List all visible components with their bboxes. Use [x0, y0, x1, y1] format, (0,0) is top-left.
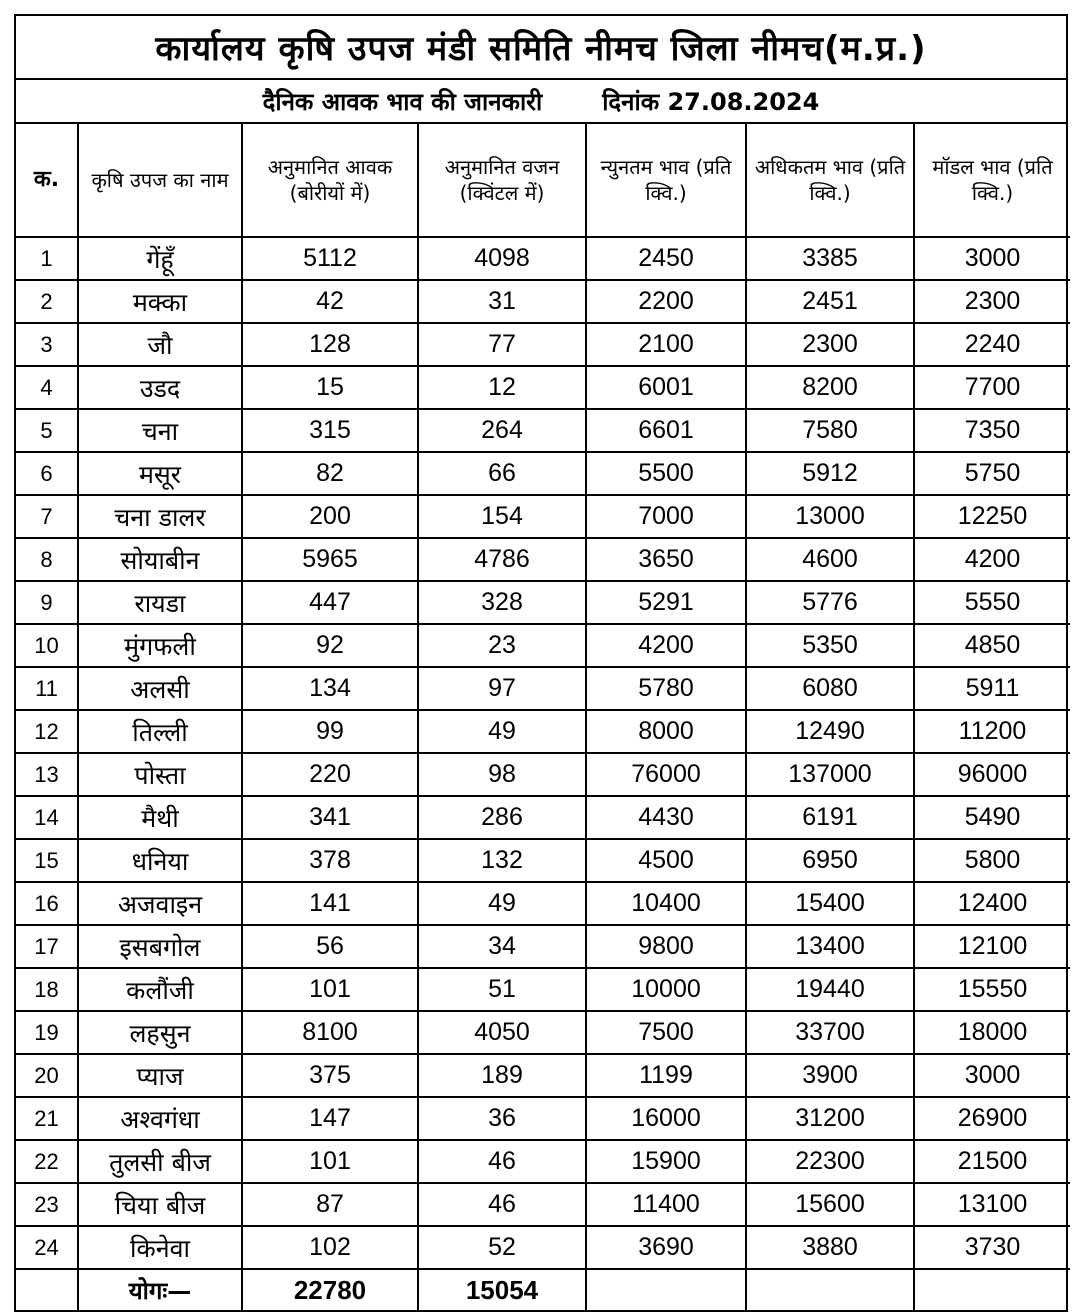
weight-cell: 4050 — [418, 1011, 586, 1054]
produce-name-cell: मसूर — [78, 452, 242, 495]
min-price-cell: 76000 — [586, 753, 746, 796]
serial-cell: 12 — [16, 710, 78, 753]
produce-name-cell: पोस्ता — [78, 753, 242, 796]
min-price-cell: 2100 — [586, 323, 746, 366]
serial-cell: 16 — [16, 882, 78, 925]
max-price-cell: 3880 — [746, 1226, 914, 1269]
produce-name-cell: चना डालर — [78, 495, 242, 538]
weight-cell: 132 — [418, 839, 586, 882]
modal-price-cell: 2300 — [914, 280, 1070, 323]
weight-cell: 328 — [418, 581, 586, 624]
serial-cell: 13 — [16, 753, 78, 796]
serial-cell: 23 — [16, 1183, 78, 1226]
serial-cell: 1 — [16, 237, 78, 280]
serial-cell: 21 — [16, 1097, 78, 1140]
serial-cell: 2 — [16, 280, 78, 323]
max-price-cell: 2451 — [746, 280, 914, 323]
max-price-cell: 6950 — [746, 839, 914, 882]
produce-name-cell: मक्का — [78, 280, 242, 323]
min-price-cell: 5780 — [586, 667, 746, 710]
min-price-cell: 10000 — [586, 968, 746, 1011]
table-row — [16, 1183, 1070, 1226]
arrival-bags-cell: 378 — [242, 839, 418, 882]
serial-cell: 11 — [16, 667, 78, 710]
produce-name-cell: प्याज — [78, 1054, 242, 1097]
modal-price-cell: 2240 — [914, 323, 1070, 366]
min-price-cell: 1199 — [586, 1054, 746, 1097]
produce-name-cell: अश्वगंधा — [78, 1097, 242, 1140]
report-sheet — [14, 14, 1068, 1312]
table-row — [16, 280, 1070, 323]
min-price-cell: 5291 — [586, 581, 746, 624]
max-price-cell: 5776 — [746, 581, 914, 624]
weight-cell: 12 — [418, 366, 586, 409]
min-price-cell: 8000 — [586, 710, 746, 753]
min-price-cell: 4500 — [586, 839, 746, 882]
arrival-bags-cell: 82 — [242, 452, 418, 495]
arrival-bags-cell: 101 — [242, 1140, 418, 1183]
weight-cell: 52 — [418, 1226, 586, 1269]
min-price-cell: 2200 — [586, 280, 746, 323]
max-price-cell: 5350 — [746, 624, 914, 667]
min-price-cell: 7000 — [586, 495, 746, 538]
table-row — [16, 968, 1070, 1011]
weight-cell: 286 — [418, 796, 586, 839]
serial-cell: 17 — [16, 925, 78, 968]
arrival-bags-cell: 141 — [242, 882, 418, 925]
modal-price-cell: 21500 — [914, 1140, 1070, 1183]
arrival-bags-cell: 102 — [242, 1226, 418, 1269]
max-price-cell: 7580 — [746, 409, 914, 452]
weight-cell: 66 — [418, 452, 586, 495]
table-row — [16, 624, 1070, 667]
table-row — [16, 1226, 1070, 1269]
min-price-cell: 5500 — [586, 452, 746, 495]
table-header-row — [16, 124, 1070, 237]
table-row — [16, 1011, 1070, 1054]
produce-name-cell: सोयाबीन — [78, 538, 242, 581]
arrival-bags-cell: 87 — [242, 1183, 418, 1226]
header-weight-quintal: अनुमानित वजन (क्विंटल में) — [418, 124, 586, 237]
header-min-price: न्युनतम भाव (प्रति क्वि.) — [586, 124, 746, 237]
produce-name-cell: जौ — [78, 323, 242, 366]
produce-name-cell: मुंगफली — [78, 624, 242, 667]
modal-price-cell: 3000 — [914, 237, 1070, 280]
max-price-cell: 3385 — [746, 237, 914, 280]
header-modal-price: मॉडल भाव (प्रति क्वि.) — [914, 124, 1070, 237]
modal-price-cell: 3000 — [914, 1054, 1070, 1097]
max-price-cell: 31200 — [746, 1097, 914, 1140]
min-price-cell: 10400 — [586, 882, 746, 925]
table-row — [16, 710, 1070, 753]
arrival-bags-cell: 315 — [242, 409, 418, 452]
weight-cell: 154 — [418, 495, 586, 538]
total-blank-min — [586, 1269, 746, 1310]
report-date: दिनांक 27.08.2024 — [602, 87, 820, 116]
serial-cell: 24 — [16, 1226, 78, 1269]
modal-price-cell: 11200 — [914, 710, 1070, 753]
arrival-bags-cell: 375 — [242, 1054, 418, 1097]
min-price-cell: 3650 — [586, 538, 746, 581]
table-row — [16, 538, 1070, 581]
produce-name-cell: उडद — [78, 366, 242, 409]
arrival-bags-cell: 200 — [242, 495, 418, 538]
total-label: योगः— — [78, 1269, 242, 1310]
produce-name-cell: चना — [78, 409, 242, 452]
arrival-bags-cell: 101 — [242, 968, 418, 1011]
min-price-cell: 3690 — [586, 1226, 746, 1269]
weight-cell: 23 — [418, 624, 586, 667]
weight-cell: 34 — [418, 925, 586, 968]
total-blank-serial — [16, 1269, 78, 1310]
table-row — [16, 323, 1070, 366]
weight-cell: 46 — [418, 1183, 586, 1226]
arrival-bags-cell: 220 — [242, 753, 418, 796]
arrival-bags-cell: 341 — [242, 796, 418, 839]
serial-cell: 7 — [16, 495, 78, 538]
header-arrival-bags: अनुमानित आवक (बोरीयों में) — [242, 124, 418, 237]
max-price-cell: 15600 — [746, 1183, 914, 1226]
modal-price-cell: 18000 — [914, 1011, 1070, 1054]
modal-price-cell: 12250 — [914, 495, 1070, 538]
table-row — [16, 667, 1070, 710]
produce-name-cell: लहसुन — [78, 1011, 242, 1054]
total-arrival-bags: 22780 — [242, 1269, 418, 1310]
max-price-cell: 137000 — [746, 753, 914, 796]
max-price-cell: 3900 — [746, 1054, 914, 1097]
produce-name-cell: चिया बीज — [78, 1183, 242, 1226]
max-price-cell: 13000 — [746, 495, 914, 538]
min-price-cell: 15900 — [586, 1140, 746, 1183]
serial-cell: 18 — [16, 968, 78, 1011]
header-max-price: अधिकतम भाव (प्रति क्वि.) — [746, 124, 914, 237]
produce-name-cell: अलसी — [78, 667, 242, 710]
produce-name-cell: किनेवा — [78, 1226, 242, 1269]
weight-cell: 49 — [418, 710, 586, 753]
serial-cell: 22 — [16, 1140, 78, 1183]
weight-cell: 264 — [418, 409, 586, 452]
weight-cell: 98 — [418, 753, 586, 796]
max-price-cell: 5912 — [746, 452, 914, 495]
max-price-cell: 15400 — [746, 882, 914, 925]
serial-cell: 9 — [16, 581, 78, 624]
max-price-cell: 2300 — [746, 323, 914, 366]
serial-cell: 19 — [16, 1011, 78, 1054]
max-price-cell: 13400 — [746, 925, 914, 968]
arrival-bags-cell: 5112 — [242, 237, 418, 280]
weight-cell: 46 — [418, 1140, 586, 1183]
max-price-cell: 12490 — [746, 710, 914, 753]
max-price-cell: 22300 — [746, 1140, 914, 1183]
max-price-cell: 6080 — [746, 667, 914, 710]
modal-price-cell: 4200 — [914, 538, 1070, 581]
weight-cell: 77 — [418, 323, 586, 366]
min-price-cell: 2450 — [586, 237, 746, 280]
table-row — [16, 753, 1070, 796]
table-row — [16, 1054, 1070, 1097]
table-row — [16, 581, 1070, 624]
modal-price-cell: 26900 — [914, 1097, 1070, 1140]
max-price-cell: 33700 — [746, 1011, 914, 1054]
modal-price-cell: 12400 — [914, 882, 1070, 925]
modal-price-cell: 5750 — [914, 452, 1070, 495]
table-row — [16, 882, 1070, 925]
modal-price-cell: 7350 — [914, 409, 1070, 452]
weight-cell: 36 — [418, 1097, 586, 1140]
modal-price-cell: 5911 — [914, 667, 1070, 710]
produce-name-cell: कलौंजी — [78, 968, 242, 1011]
min-price-cell: 11400 — [586, 1183, 746, 1226]
arrival-bags-cell: 42 — [242, 280, 418, 323]
min-price-cell: 6601 — [586, 409, 746, 452]
modal-price-cell: 15550 — [914, 968, 1070, 1011]
modal-price-cell: 96000 — [914, 753, 1070, 796]
report-subtitle — [16, 80, 1066, 124]
modal-price-cell: 4850 — [914, 624, 1070, 667]
table-row — [16, 366, 1070, 409]
produce-name-cell: अजवाइन — [78, 882, 242, 925]
serial-cell: 4 — [16, 366, 78, 409]
max-price-cell: 4600 — [746, 538, 914, 581]
arrival-bags-cell: 15 — [242, 366, 418, 409]
header-produce-name: कृषि उपज का नाम — [78, 124, 242, 237]
serial-cell: 3 — [16, 323, 78, 366]
produce-name-cell: धनिया — [78, 839, 242, 882]
arrival-bags-cell: 447 — [242, 581, 418, 624]
subtitle-text: दैनिक आवक भाव की जानकारी — [262, 87, 543, 116]
max-price-cell: 8200 — [746, 366, 914, 409]
min-price-cell: 6001 — [586, 366, 746, 409]
table-row — [16, 237, 1070, 280]
table-row — [16, 1097, 1070, 1140]
min-price-cell: 9800 — [586, 925, 746, 968]
modal-price-cell: 12100 — [914, 925, 1070, 968]
table-row — [16, 796, 1070, 839]
arrival-bags-cell: 134 — [242, 667, 418, 710]
table-row — [16, 495, 1070, 538]
serial-cell: 5 — [16, 409, 78, 452]
arrival-bags-cell: 8100 — [242, 1011, 418, 1054]
produce-name-cell: तिल्ली — [78, 710, 242, 753]
modal-price-cell: 3730 — [914, 1226, 1070, 1269]
weight-cell: 4098 — [418, 237, 586, 280]
table-row — [16, 452, 1070, 495]
max-price-cell: 19440 — [746, 968, 914, 1011]
arrival-bags-cell: 5965 — [242, 538, 418, 581]
office-title: कार्यालय कृषि उपज मंडी समिति नीमच जिला नीमच(म.प्र.) — [16, 16, 1066, 80]
weight-cell: 51 — [418, 968, 586, 1011]
modal-price-cell: 13100 — [914, 1183, 1070, 1226]
serial-cell: 20 — [16, 1054, 78, 1097]
total-row — [16, 1269, 1070, 1310]
produce-name-cell: इसबगोल — [78, 925, 242, 968]
serial-cell: 15 — [16, 839, 78, 882]
table-body — [16, 237, 1070, 1310]
header-serial: क. — [16, 124, 78, 237]
table-row — [16, 839, 1070, 882]
table-row — [16, 1140, 1070, 1183]
min-price-cell: 7500 — [586, 1011, 746, 1054]
weight-cell: 31 — [418, 280, 586, 323]
table-row — [16, 925, 1070, 968]
modal-price-cell: 5490 — [914, 796, 1070, 839]
total-weight: 15054 — [418, 1269, 586, 1310]
serial-cell: 8 — [16, 538, 78, 581]
min-price-cell: 4430 — [586, 796, 746, 839]
weight-cell: 4786 — [418, 538, 586, 581]
modal-price-cell: 7700 — [914, 366, 1070, 409]
table-row — [16, 409, 1070, 452]
max-price-cell: 6191 — [746, 796, 914, 839]
min-price-cell: 4200 — [586, 624, 746, 667]
price-table — [16, 124, 1070, 1310]
produce-name-cell: मैथी — [78, 796, 242, 839]
arrival-bags-cell: 128 — [242, 323, 418, 366]
total-blank-modal — [914, 1269, 1070, 1310]
min-price-cell: 16000 — [586, 1097, 746, 1140]
serial-cell: 14 — [16, 796, 78, 839]
arrival-bags-cell: 92 — [242, 624, 418, 667]
arrival-bags-cell: 147 — [242, 1097, 418, 1140]
total-blank-max — [746, 1269, 914, 1310]
arrival-bags-cell: 99 — [242, 710, 418, 753]
weight-cell: 189 — [418, 1054, 586, 1097]
modal-price-cell: 5800 — [914, 839, 1070, 882]
produce-name-cell: तुलसी बीज — [78, 1140, 242, 1183]
produce-name-cell: गेंहूँ — [78, 237, 242, 280]
weight-cell: 49 — [418, 882, 586, 925]
arrival-bags-cell: 56 — [242, 925, 418, 968]
produce-name-cell: रायडा — [78, 581, 242, 624]
serial-cell: 10 — [16, 624, 78, 667]
weight-cell: 97 — [418, 667, 586, 710]
modal-price-cell: 5550 — [914, 581, 1070, 624]
serial-cell: 6 — [16, 452, 78, 495]
